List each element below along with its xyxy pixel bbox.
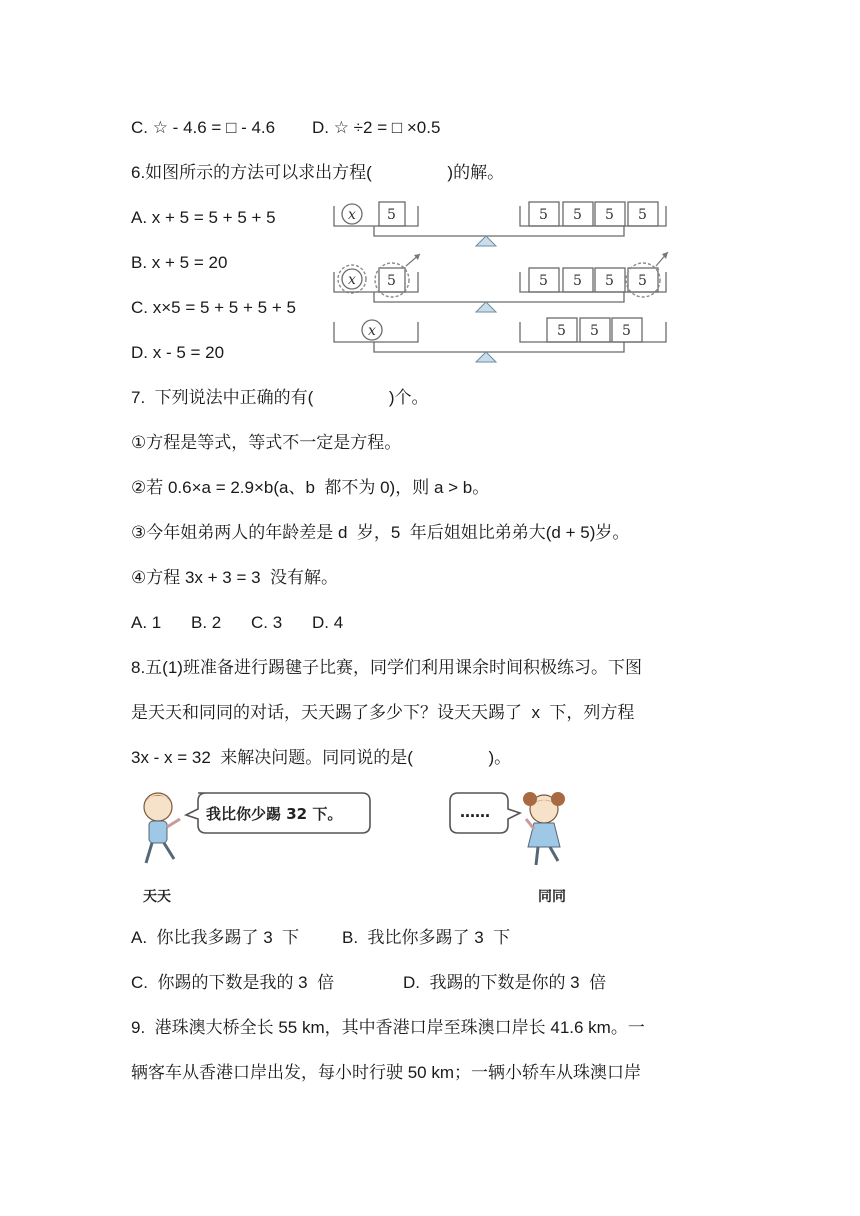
svg-text:5: 5 — [387, 273, 396, 289]
q7-statement-4: ④方程 3x + 3 = 3 没有解。 — [131, 568, 339, 587]
q6-option-a: A. x + 5 = 5 + 5 + 5 — [131, 208, 276, 227]
svg-text:5: 5 — [557, 323, 566, 339]
tiantian-speech: 我比你少踢 32 下。 — [206, 805, 343, 823]
balance-diagram — [326, 190, 676, 370]
balance-1 — [334, 202, 666, 246]
svg-text:5: 5 — [638, 207, 647, 223]
q5-option-d: D. ☆ ÷2 = □ ×0.5 — [312, 118, 441, 137]
q7-option-b: B. 2 — [191, 613, 222, 632]
svg-text:5: 5 — [573, 273, 582, 289]
svg-text:x: x — [348, 272, 356, 288]
svg-text:5: 5 — [539, 273, 548, 289]
q5-option-c: C. ☆ - 4.6 = □ - 4.6 — [131, 118, 276, 137]
q8-option-b: B. 我比你多踢了 3 下 — [342, 928, 511, 947]
q9-line-2: 辆客车从香港口岸出发，每小时行驶 50 km；一辆小轿车从珠澳口岸 — [131, 1063, 642, 1082]
q6-option-d: D. x - 5 = 20 — [131, 343, 225, 362]
dialogue-illustration — [140, 785, 600, 910]
svg-text:5: 5 — [573, 207, 582, 223]
q7-stem: 7. 下列说法中正确的有( )个。 — [131, 388, 429, 407]
tiantian-name: 天天 — [143, 889, 171, 905]
svg-text:5: 5 — [539, 207, 548, 223]
svg-text:5: 5 — [590, 323, 599, 339]
q6-option-b: B. x + 5 = 20 — [131, 253, 228, 272]
q7-option-a: A. 1 — [131, 613, 162, 632]
q6-option-c: C. x×5 = 5 + 5 + 5 + 5 — [131, 298, 296, 317]
q7-statement-3: ③今年姐弟两人的年龄差是 d 岁，5 年后姐姐比弟弟大(d + 5)岁。 — [131, 523, 630, 542]
svg-text:5: 5 — [605, 207, 614, 223]
svg-text:5: 5 — [622, 323, 631, 339]
q8-option-c: C. 你踢的下数是我的 3 倍 — [131, 973, 335, 992]
q8-line-2: 是天天和同同的对话，天天踢了多少下？设天天踢了 x 下，列方程 — [131, 703, 635, 722]
balance-3 — [334, 318, 666, 362]
q7-statement-2: ②若 0.6×a = 2.9×b(a、b 都不为 0)，则 a > b。 — [131, 478, 490, 497]
q9-line-1: 9. 港珠澳大桥全长 55 km，其中香港口岸至珠澳口岸长 41.6 km。一 — [131, 1018, 645, 1037]
svg-text:x: x — [368, 323, 376, 339]
q8-option-d: D. 我踢的下数是你的 3 倍 — [403, 973, 607, 992]
q8-option-a: A. 你比我多踢了 3 下 — [131, 928, 300, 947]
q7-option-c: C. 3 — [251, 613, 283, 632]
q7-option-d: D. 4 — [312, 613, 344, 632]
svg-text:5: 5 — [638, 273, 647, 289]
tongtong-name: 同同 — [538, 889, 566, 905]
q7-statement-1: ①方程是等式，等式不一定是方程。 — [131, 433, 402, 452]
tongtong-figure — [523, 792, 565, 865]
svg-text:5: 5 — [605, 273, 614, 289]
balance-2 — [334, 252, 668, 312]
q8-line-3: 3x - x = 32 来解决问题。同同说的是( )。 — [131, 748, 512, 767]
tiantian-figure — [144, 793, 180, 863]
svg-text:5: 5 — [387, 207, 396, 223]
q6-stem: 6.如图所示的方法可以求出方程( )的解。 — [131, 163, 505, 182]
svg-text:x: x — [348, 207, 356, 223]
q8-line-1: 8.五(1)班准备进行踢毽子比赛，同学们利用课余时间积极练习。下图 — [131, 658, 642, 677]
tongtong-speech: …… — [460, 803, 490, 821]
